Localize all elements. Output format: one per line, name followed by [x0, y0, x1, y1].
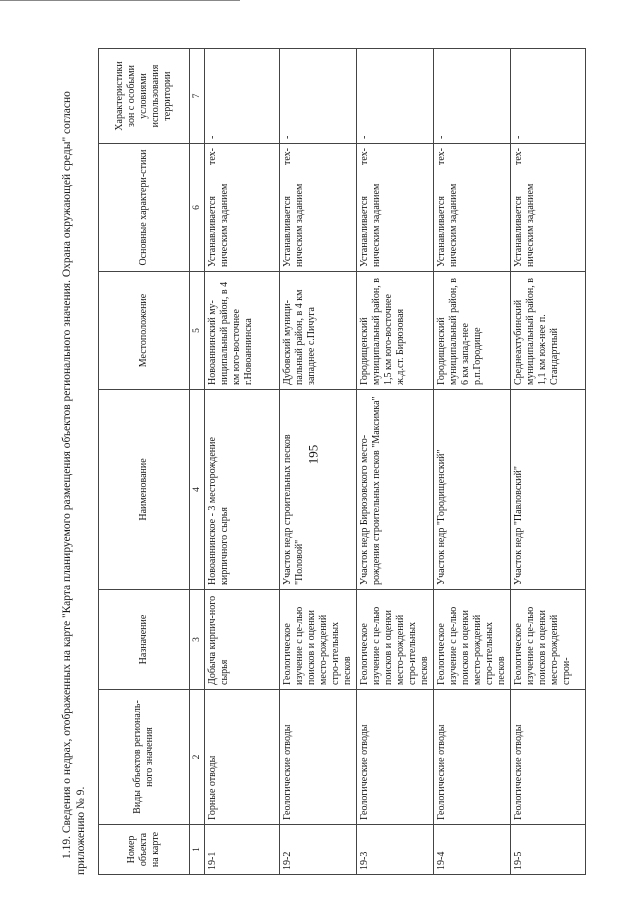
index-cell: 4: [190, 390, 205, 590]
object-type-cell: Геологические отводы: [434, 690, 511, 825]
purpose-cell: Добыча кирпич-ного сырья: [205, 590, 280, 690]
name-cell: Новоаннинское - 3 месторождение кирпичного сырья: [205, 390, 280, 590]
object-number-cell: 19-5: [511, 825, 586, 875]
section-caption-text: Сведения о недрах, отображенных на карте "Карта планируемого размещения объектов регионального значения. Охрана окружающей среды" согласно приложению № 9.: [61, 91, 87, 875]
characteristics-cell: Устанавливается тех-ническим заданием: [205, 144, 280, 272]
purpose-cell: Геологическое изучение с це-лью поисков и оценки место-рождений стро-ительных песков: [280, 590, 357, 690]
object-type-cell: Геологические отводы: [511, 690, 586, 825]
header-cell: Характеристики зон с особыми условиями использования территории: [99, 49, 190, 144]
object-number-cell: 19-4: [434, 825, 511, 875]
header-cell: Назначение: [99, 590, 190, 690]
table-row: [434, 49, 511, 875]
zones-cell: -: [357, 49, 434, 144]
purpose-cell: Геологическое изучение с це-лью поисков и оценки место-рождений стро-ительных песков: [357, 590, 434, 690]
object-number-cell: 19-3: [357, 825, 434, 875]
location-cell: Среднеахтубинский муниципальный район, в 1,1 км юж-нее п. Стандартный: [511, 272, 586, 390]
object-type-cell: Геологические отводы: [357, 690, 434, 825]
header-cell: Основные характери-стики: [99, 144, 190, 272]
table-row: [280, 49, 357, 875]
object-type-cell: Геологические отводы: [280, 690, 357, 825]
index-cell: 7: [190, 49, 205, 144]
header-cell: Местоположение: [99, 272, 190, 390]
name-cell: Участок недр Бирюзовского место-рождения строительных песков "Максимка": [357, 390, 434, 590]
page-number: 195: [305, 444, 321, 465]
index-cell: 3: [190, 590, 205, 690]
object-type-cell: Горные отводы: [205, 690, 280, 825]
purpose-cell: Геологическое изучение с це-лью поисков и оценки место-рождений строи-: [511, 590, 586, 690]
characteristics-cell: Устанавливается тех-ническим заданием: [434, 144, 511, 272]
header-cell: Наименование: [99, 390, 190, 590]
name-cell: Участок недр "Павловский": [511, 390, 586, 590]
characteristics-cell: Устанавливается тех-ническим заданием: [511, 144, 586, 272]
index-cell: 1: [190, 825, 205, 875]
characteristics-cell: Устанавливается тех-ническим заданием: [357, 144, 434, 272]
zones-cell: -: [205, 49, 280, 144]
name-cell: Участок недр строительных песков "Половой": [280, 390, 357, 590]
object-number-cell: 19-2: [280, 825, 357, 875]
table-row: [357, 49, 434, 875]
location-cell: Городищенский муниципальный район, в 1,5 км юго-восточнее ж.д.ст. Бирюзовая: [357, 272, 434, 390]
location-cell: Дубовский муници-пальный район, в 4 км западнее с.Пичуга: [280, 272, 357, 390]
index-cell: 2: [190, 690, 205, 825]
location-cell: Новоаннинский му-ниципальный район, в 4 км юго-восточнее г.Новоаннинска: [205, 272, 280, 390]
table-index-row: [190, 49, 205, 875]
object-number-cell: 19-1: [205, 825, 280, 875]
zones-cell: -: [511, 49, 586, 144]
index-cell: 5: [190, 272, 205, 390]
section-caption: [60, 45, 88, 875]
subsoil-objects-table: [98, 48, 586, 875]
zones-cell: -: [434, 49, 511, 144]
zones-cell: -: [280, 49, 357, 144]
purpose-cell: Геологическое изучение с це-лью поисков и оценки место-рождений стро-ительных песков: [434, 590, 511, 690]
section-number: 1.19.: [61, 836, 73, 859]
characteristics-cell: Устанавливается тех-ническим заданием: [280, 144, 357, 272]
location-cell: Городищенский муниципальный район, в 6 км запад-нее р.п.Городище: [434, 272, 511, 390]
name-cell: Участок недр "Городищенский": [434, 390, 511, 590]
table-header-row: [99, 49, 190, 875]
table-row: [511, 49, 586, 875]
header-cell: Виды объектов региональ-ного значения: [99, 690, 190, 825]
index-cell: 6: [190, 144, 205, 272]
header-cell: Номер объекта на карте: [99, 825, 190, 875]
table-row: [205, 49, 280, 875]
